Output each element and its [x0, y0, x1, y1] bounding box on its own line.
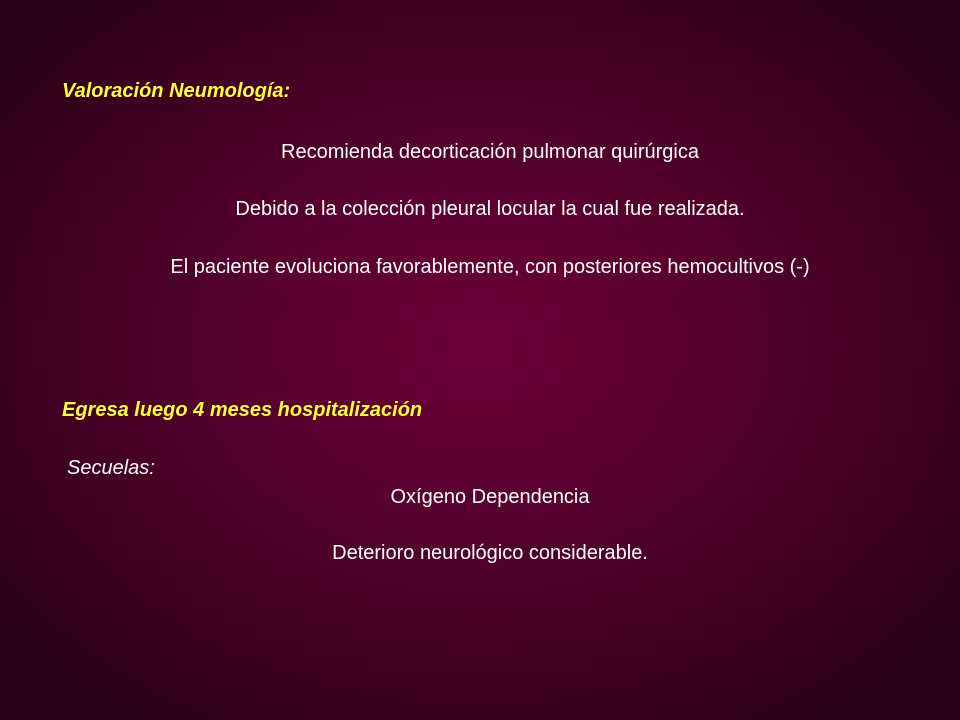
secuelas-label: Secuelas: [67, 457, 155, 479]
text-line-debido: Debido a la colección pleural locular la cual fue realizada. [235, 198, 745, 220]
section-heading-egresa: Egresa luego 4 meses hospitalización [62, 399, 423, 421]
text-line-evoluciona: El paciente evoluciona favorablemente, con posteriores hemocultivos (-) [170, 256, 810, 278]
text-line-recomienda: Recomienda decorticación pulmonar quirúrgica [281, 141, 699, 163]
text-line-oxigeno: Oxígeno Dependencia [390, 486, 590, 508]
section-heading-valoracion: Valoración Neumología: [62, 80, 291, 102]
text-line-deterioro: Deterioro neurológico considerable. [332, 542, 648, 564]
